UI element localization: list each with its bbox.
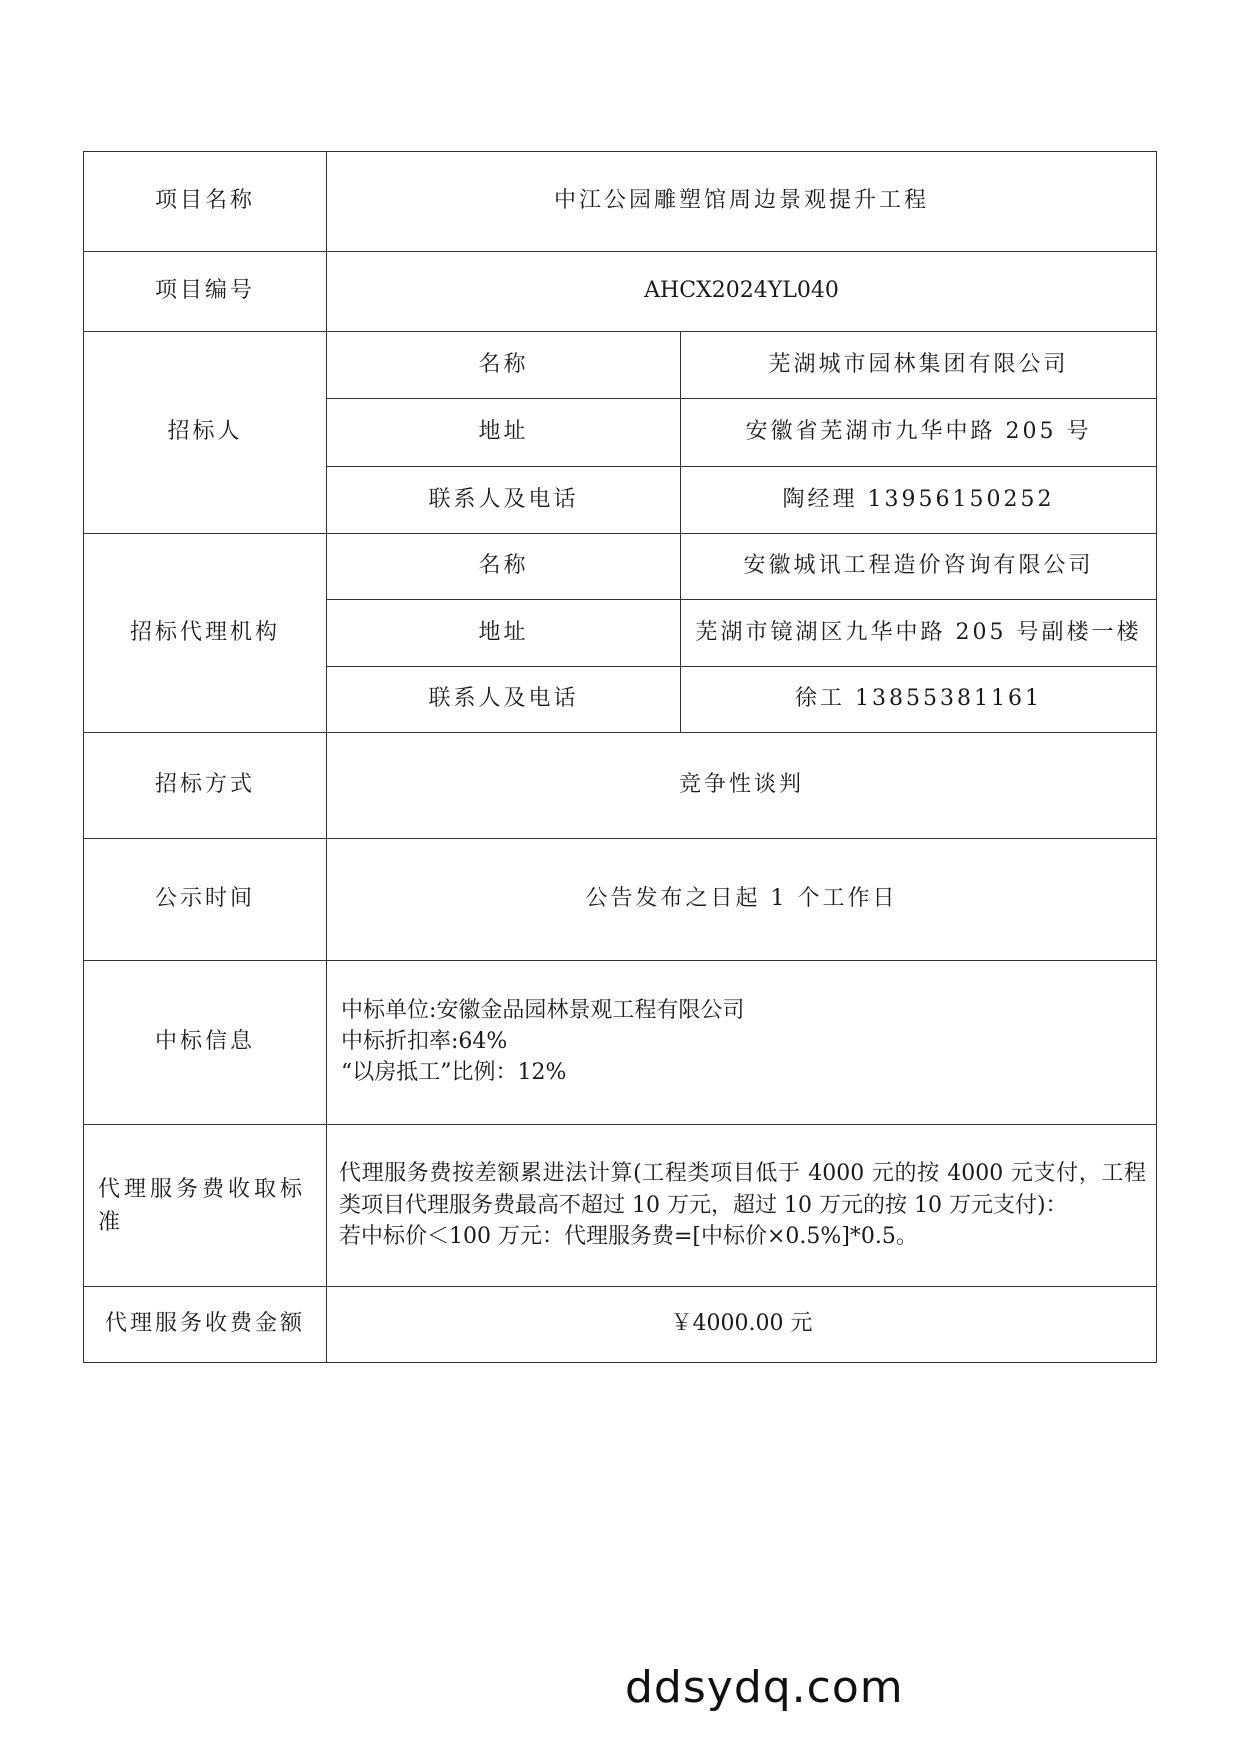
row-publicity-period: [84, 839, 1157, 961]
tenderer-name-key: 名称: [327, 332, 681, 399]
project-name-label: 项目名称: [84, 152, 327, 252]
tenderer-address-key: 地址: [327, 399, 681, 467]
fee-standard-label: 代理服务费收取标准: [84, 1125, 327, 1287]
project-name-value: 中江公园雕塑馆周边景观提升工程: [327, 152, 1157, 252]
fee-amount-value: ￥4000.00 元: [327, 1287, 1157, 1363]
winning-info-label: 中标信息: [84, 961, 327, 1125]
fee-standard-value: [327, 1125, 1157, 1287]
row-fee-amount: [84, 1287, 1157, 1363]
winning-info-company: 中标单位:安徽金品园林景观工程有限公司: [341, 998, 745, 1024]
winning-info-ratio: “以房抵工”比例：12%: [341, 1059, 567, 1085]
fee-standard-formula: 若中标价＜100 万元：代理服务费=[中标价×0.5%]*0.5。: [339, 1224, 918, 1250]
tenderer-contact-value: 陶经理 13956150252: [681, 467, 1157, 534]
method-value: 竞争性谈判: [327, 733, 1157, 839]
site-watermark: ddsydq.com: [625, 1662, 904, 1713]
agency-address-value: 芜湖市镜湖区九华中路 205 号副楼一楼: [681, 600, 1157, 667]
winning-info-value: [327, 961, 1157, 1125]
agency-label: 招标代理机构: [84, 534, 327, 733]
row-method: [84, 733, 1157, 839]
agency-contact-value: 徐工 13855381161: [681, 667, 1157, 733]
agency-address-key: 地址: [327, 600, 681, 667]
publicity-period-label: 公示时间: [84, 839, 327, 961]
tender-result-table: [83, 151, 1157, 1363]
fee-amount-label: 代理服务收费金额: [84, 1287, 327, 1363]
tenderer-name-value: 芜湖城市园林集团有限公司: [681, 332, 1157, 399]
winning-info-discount: 中标折扣率:64%: [341, 1029, 508, 1055]
row-tenderer-name: [84, 332, 1157, 399]
row-fee-standard: [84, 1125, 1157, 1287]
row-agency-name: [84, 534, 1157, 600]
fee-standard-text: 代理服务费按差额累进法计算(工程类项目低于 4000 元的按 4000 元支付，工程类项目代理服务费最高不超过 10 万元，超过 10 万元的按 10 万元支付)：: [339, 1160, 1147, 1218]
project-number-value: AHCX2024YL040: [327, 252, 1157, 332]
tenderer-label: 招标人: [84, 332, 327, 534]
tenderer-contact-key: 联系人及电话: [327, 467, 681, 534]
agency-name-key: 名称: [327, 534, 681, 600]
row-project-number: [84, 252, 1157, 332]
row-project-name: [84, 152, 1157, 252]
agency-name-value: 安徽城讯工程造价咨询有限公司: [681, 534, 1157, 600]
tenderer-address-value: 安徽省芜湖市九华中路 205 号: [681, 399, 1157, 467]
row-winning-info: [84, 961, 1157, 1125]
publicity-period-value: 公告发布之日起 1 个工作日: [327, 839, 1157, 961]
agency-contact-key: 联系人及电话: [327, 667, 681, 733]
project-number-label: 项目编号: [84, 252, 327, 332]
method-label: 招标方式: [84, 733, 327, 839]
